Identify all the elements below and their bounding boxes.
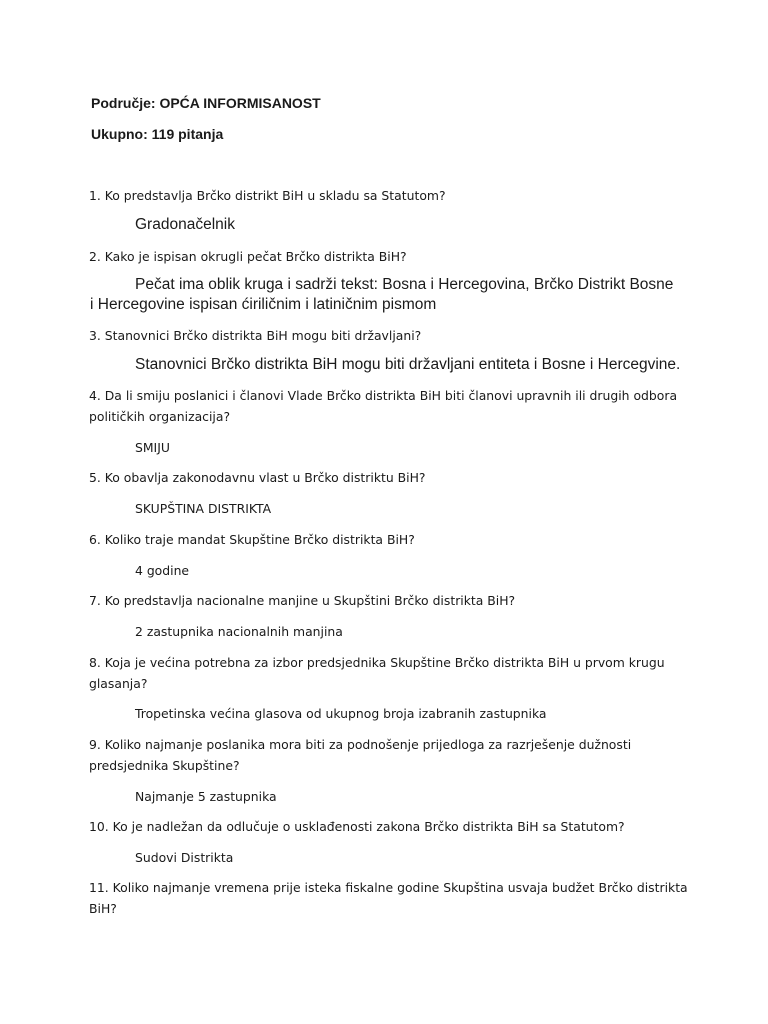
question-3: 3. Stanovnici Brčko distrikta BiH mogu biti državljani? xyxy=(89,328,422,343)
answer-6: 4 godine xyxy=(135,563,190,578)
question-4: 4. Da li smiju poslanici i članovi Vlade Brčko distrikta BiH biti članovi upravnih ili drugih odbora političkih organizacija? xyxy=(89,388,678,424)
answer-7: 2 zastupnika nacionalnih manjina xyxy=(135,624,343,639)
answer-2: Pečat ima oblik kruga i sadrži tekst: Bosna i Hercegovina, Brčko Distrikt Bosne i Hercegovine ispisan ćiriličnim i latiničnim pismom xyxy=(90,276,674,313)
answer-9: Najmanje 5 zastupnika xyxy=(135,789,277,804)
question-10: 10. Ko je nadležan da odlučuje o usklađenosti zakona Brčko distrikta BiH sa Statutom? xyxy=(89,819,625,834)
answer-4: SMIJU xyxy=(135,440,170,455)
answer-1: Gradonačelnik xyxy=(135,216,235,233)
question-6: 6. Koliko traje mandat Skupštine Brčko distrikta BiH? xyxy=(89,532,415,547)
answer-10: Sudovi Distrikta xyxy=(135,850,234,865)
answer-3: Stanovnici Brčko distrikta BiH mogu biti državljani entiteta i Bosne i Hercegvine. xyxy=(135,356,681,373)
question-2: 2. Kako je ispisan okrugli pečat Brčko distrikta BiH? xyxy=(89,249,407,264)
question-5: 5. Ko obavlja zakonodavnu vlast u Brčko distriktu BiH? xyxy=(89,470,426,485)
question-7: 7. Ko predstavlja nacionalne manjine u Skupštini Brčko distrikta BiH? xyxy=(89,593,516,608)
answer-8: Tropetinska većina glasova od ukupnog broja izabranih zastupnika xyxy=(135,706,547,721)
question-11: 11. Koliko najmanje vremena prije isteka fiskalne godine Skupština usvaja budžet Brčko distrikta BiH? xyxy=(89,880,688,916)
answer-5: SKUPŠTINA DISTRIKTA xyxy=(135,501,272,516)
question-1: 1. Ko predstavlja Brčko distrikt BiH u skladu sa Statutom? xyxy=(89,188,446,203)
area-heading: Područje: OPĆA INFORMISANOST xyxy=(91,95,321,111)
question-9: 9. Koliko najmanje poslanika mora biti za podnošenje prijedloga za razrješenje dužnosti predsjednika Skupštine? xyxy=(89,737,632,773)
total-questions-heading: Ukupno: 119 pitanja xyxy=(91,126,224,142)
question-8: 8. Koja je većina potrebna za izbor predsjednika Skupštine Brčko distrikta BiH u prvom krugu glasanja? xyxy=(89,655,665,691)
